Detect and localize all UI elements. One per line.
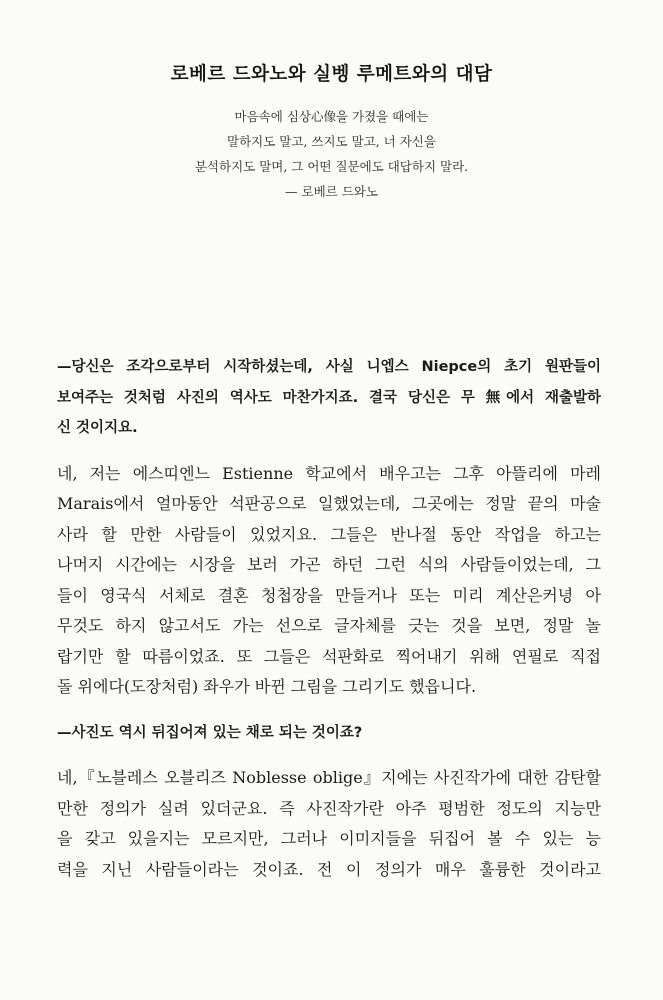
epigraph-line: 분석하지도 말며, 그 어떤 질문에도 대답하지 말라. bbox=[194, 159, 469, 174]
text-line: 네, 저는 에스띠엔느 Estienne 학교에서 배우고는 그후 아뜰리에 마레 bbox=[57, 463, 601, 483]
epigraph bbox=[0, 104, 663, 204]
text-line: Marais에서 얼마동안 석판공으로 일했었는데, 그곳에는 정말 끝의 마술 bbox=[57, 494, 601, 513]
text-line: 사라 할 만한 사람들이 있었지요. 그들은 반나절 동안 작업을 하고는 bbox=[57, 524, 601, 544]
text-line: 신 것이지요. bbox=[57, 420, 138, 436]
text-line: 무것도 하지 않고서도 가는 선으로 글자체를 긋는 것을 보면, 정말 놀 bbox=[57, 616, 601, 635]
text-line: —당신은 조각으로부터 시작하셨는데, 사실 니엡스 Niepce의 초기 원판들이 bbox=[57, 359, 601, 375]
question-paragraph bbox=[57, 352, 601, 444]
text-line: 들이 영국식 서체로 결혼 청첩장을 만들거나 또는 미리 계산은커녕 아 bbox=[57, 585, 601, 605]
text-line: 돌 위에다(도장처럼) 좌우가 바뀐 그림을 그리기도 했읍니다. bbox=[57, 677, 477, 696]
interview-body bbox=[57, 352, 601, 900]
epigraph-line: 말하지도 말고, 쓰지도 말고, 너 자신을 bbox=[227, 134, 436, 149]
epigraph-line: 마음속에 심상心像을 가졌을 때에는 bbox=[234, 109, 429, 124]
question-paragraph bbox=[57, 718, 601, 749]
answer-paragraph bbox=[57, 459, 601, 703]
text-line: 보여주는 것처럼 사진의 역사도 마찬가지죠. 결국 당신은 무 無에서 재출발하 bbox=[57, 389, 601, 406]
text-line: —사진도 역시 뒤집어져 있는 채로 되는 것이죠? bbox=[57, 724, 363, 741]
text-line: 랍기만 할 따름이었죠. 또 그들은 석판화로 찍어내기 위해 연필로 직접 bbox=[57, 646, 601, 666]
text-line: 나머지 시간에는 시장을 보러 가곤 하던 그런 식의 사람들이었는데, 그 bbox=[57, 555, 601, 574]
text-line: 네,『노블레스 오블리즈 Noblesse oblige』지에는 사진작가에 대한 감탄할 bbox=[57, 768, 601, 787]
text-line: 만한 정의가 실려 있더군요. 즉 사진작가란 아주 평범한 정도의 지능만 bbox=[57, 798, 601, 818]
page-title: 로베르 드와노와 실벵 루메트와의 대담 bbox=[170, 64, 493, 85]
answer-paragraph bbox=[57, 763, 601, 885]
text-line: 을 갖고 있을지는 모르지만, 그러나 이미지들을 뒤집어 볼 수 있는 능 bbox=[57, 829, 601, 848]
epigraph-attribution: — 로베르 드와노 bbox=[285, 184, 378, 199]
text-line: 력을 지닌 사람들이라는 것이죠. 전 이 정의가 매우 훌륭한 것이라고 bbox=[57, 859, 601, 879]
